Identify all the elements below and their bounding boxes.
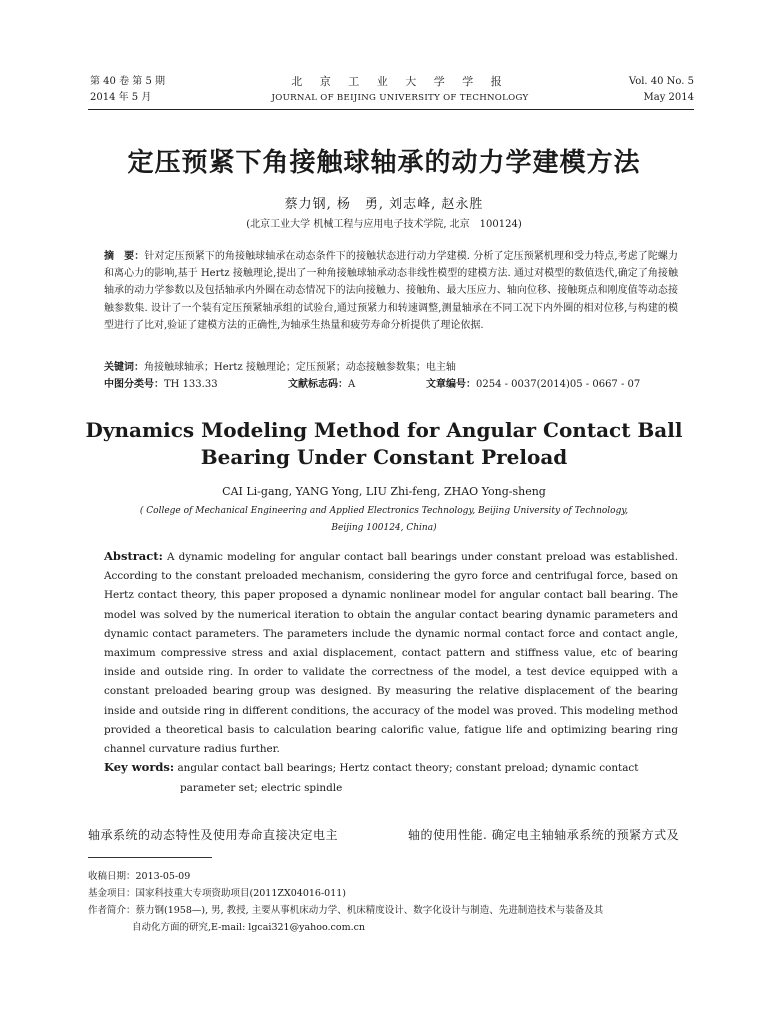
- keywords-text-cn: 角接触球轴承；Hertz 接触理论；定压预紧；动态接触参数集；电主轴: [144, 362, 456, 373]
- footnotes: [88, 868, 700, 936]
- abstract-label-cn: 摘 要：: [104, 251, 145, 262]
- header-volume-issue-cn: 第 40 卷 第 5 期: [90, 76, 165, 87]
- author-bio-line2: 自动化方面的研究,E-mail: lgcai321@yahoo.com.cn: [132, 922, 366, 933]
- fund-project: 基金项目：国家科技重大专项资助项目(2011ZX04016-011): [88, 888, 347, 899]
- title-cn: 定压预紧下角接触球轴承的动力学建模方法: [127, 148, 641, 178]
- affiliation-en: [110, 503, 658, 537]
- authors-cn: 蔡力钢, 杨 勇, 刘志峰, 赵永胜: [284, 197, 484, 212]
- article-number-field: [426, 376, 640, 393]
- clc-value: TH 133.33: [164, 379, 218, 390]
- affiliation-en-line2: Beijing 100124, China): [331, 523, 437, 533]
- title-en-line2: Bearing Under Constant Preload: [200, 445, 568, 469]
- abstract-en: [104, 547, 678, 759]
- author-bio-line1: 作者简介：蔡力钢(1958—), 男, 教授, 主要从事机床动力学、机床精度设计、数字化设计与制造、先进制造技术与装备及其: [88, 905, 604, 916]
- doc-code-label: 文献标志码：: [288, 379, 348, 390]
- keywords-text-en-line2: parameter set; electric spindle: [180, 781, 343, 794]
- title-en: [60, 417, 708, 471]
- keywords-label-en: Key words:: [104, 760, 175, 774]
- header-volume-issue-en: Vol. 40 No. 5: [628, 76, 694, 87]
- abstract-cn: [104, 248, 678, 334]
- doc-code-field: [288, 376, 355, 393]
- keywords-text-en-line1: angular contact ball bearings; Hertz contact theory; constant preload; dynamic contact: [174, 762, 639, 774]
- header-volume-en: [629, 74, 694, 106]
- metadata-cn: [104, 359, 678, 393]
- journal-name-en: JOURNAL OF BEIJING UNIVERSITY OF TECHNOLOGY: [271, 93, 529, 103]
- header-volume-cn: [90, 74, 165, 106]
- abstract-text-en: A dynamic modeling for angular contact ball bearings under constant preload was established. According to the constant preloaded mechanism, considering the gyro force and centrifugal force, based on Hertz contact theory, this paper proposed a dynamic nonlinear model for angular contact ball bearing. The model was solved by the numerical iteration to obtain the angular contact bearing dynamic parameters and dynamic contact parameters. The parameters include the dynamic normal contact force and contact angle, maximum compressive stress and axial displacement, contact pattern and stiffness value, etc of bearing inside and outside ring. In order to validate the correctness of the model, a test device equipped with a constant preloaded bearing group was designed. By measuring the relative displacement of the bearing inside and outside ring in different conditions, the accuracy of the model was proved. This modeling method provided a theoretical basis to calculation bearing calorific value, fatigue life and optimizing bearing ring channel curvature radius further.: [104, 551, 678, 756]
- classification-row: [104, 376, 678, 393]
- received-date: 收稿日期：2013-05-09: [88, 871, 191, 882]
- header-date-en: May 2014: [643, 92, 694, 103]
- body-column-left: 轴承系统的动态特性及使用寿命直接决定电主: [88, 828, 339, 842]
- footnote-divider: [88, 857, 212, 858]
- abstract-label-en: Abstract:: [104, 549, 163, 563]
- header-journal-name: [230, 74, 570, 106]
- header-date-cn: 2014 年 5 月: [90, 92, 152, 103]
- article-number-label: 文章编号：: [426, 379, 476, 390]
- body-column-right: 轴的使用性能. 确定电主轴轴承系统的预紧方式及: [408, 828, 680, 842]
- keywords-label-cn: 关键词：: [104, 362, 144, 373]
- affiliation-en-line1: ( College of Mechanical Engineering and Applied Electronics Technology, Beijing University of Technology,: [139, 506, 629, 516]
- abstract-text-cn: 针对定压预紧下的角接触球轴承在动态条件下的接触状态进行动力学建模. 分析了定压预紧机理和受力特点,考虑了陀螺力和离心力的影响,基于 Hertz 接触理论,提出了一种角接触球轴承动态非线性模型的建模方法. 通过对模型的数值迭代,确定了角接触轴承的动力学参数以及包括轴承内外圈在动态情况下的法向接触力、接触角、最大压应力、轴向位移、接触斑点和刚度值等动态接触参数集. 设计了一个装有定压预紧轴承组的试验台,通过预紧力和转速调整,测量轴承在不同工况下内外圈的相对位移,与构建的模型进行了比对,验证了建模方法的正确性,为轴承生热量和疲劳寿命分析提供了理论依据.: [104, 251, 678, 331]
- affiliation-cn: (北京工业大学 机械工程与应用电子技术学院, 北京 100124): [246, 219, 522, 230]
- keywords-en: [104, 758, 678, 798]
- clc-field: [104, 379, 218, 390]
- authors-en: CAI Li-gang, YANG Yong, LIU Zhi-feng, ZHAO Yong-sheng: [222, 485, 546, 498]
- article-number-value: 0254 - 0037(2014)05 - 0667 - 07: [476, 379, 641, 390]
- journal-name-cn: 北 京 工 业 大 学 学 报: [291, 75, 509, 88]
- header-divider: [88, 109, 694, 110]
- doc-code-value: A: [348, 379, 356, 390]
- keywords-row-cn: [104, 359, 678, 376]
- clc-label: 中图分类号：: [104, 379, 164, 390]
- title-en-line1: Dynamics Modeling Method for Angular Contact Ball: [85, 418, 683, 442]
